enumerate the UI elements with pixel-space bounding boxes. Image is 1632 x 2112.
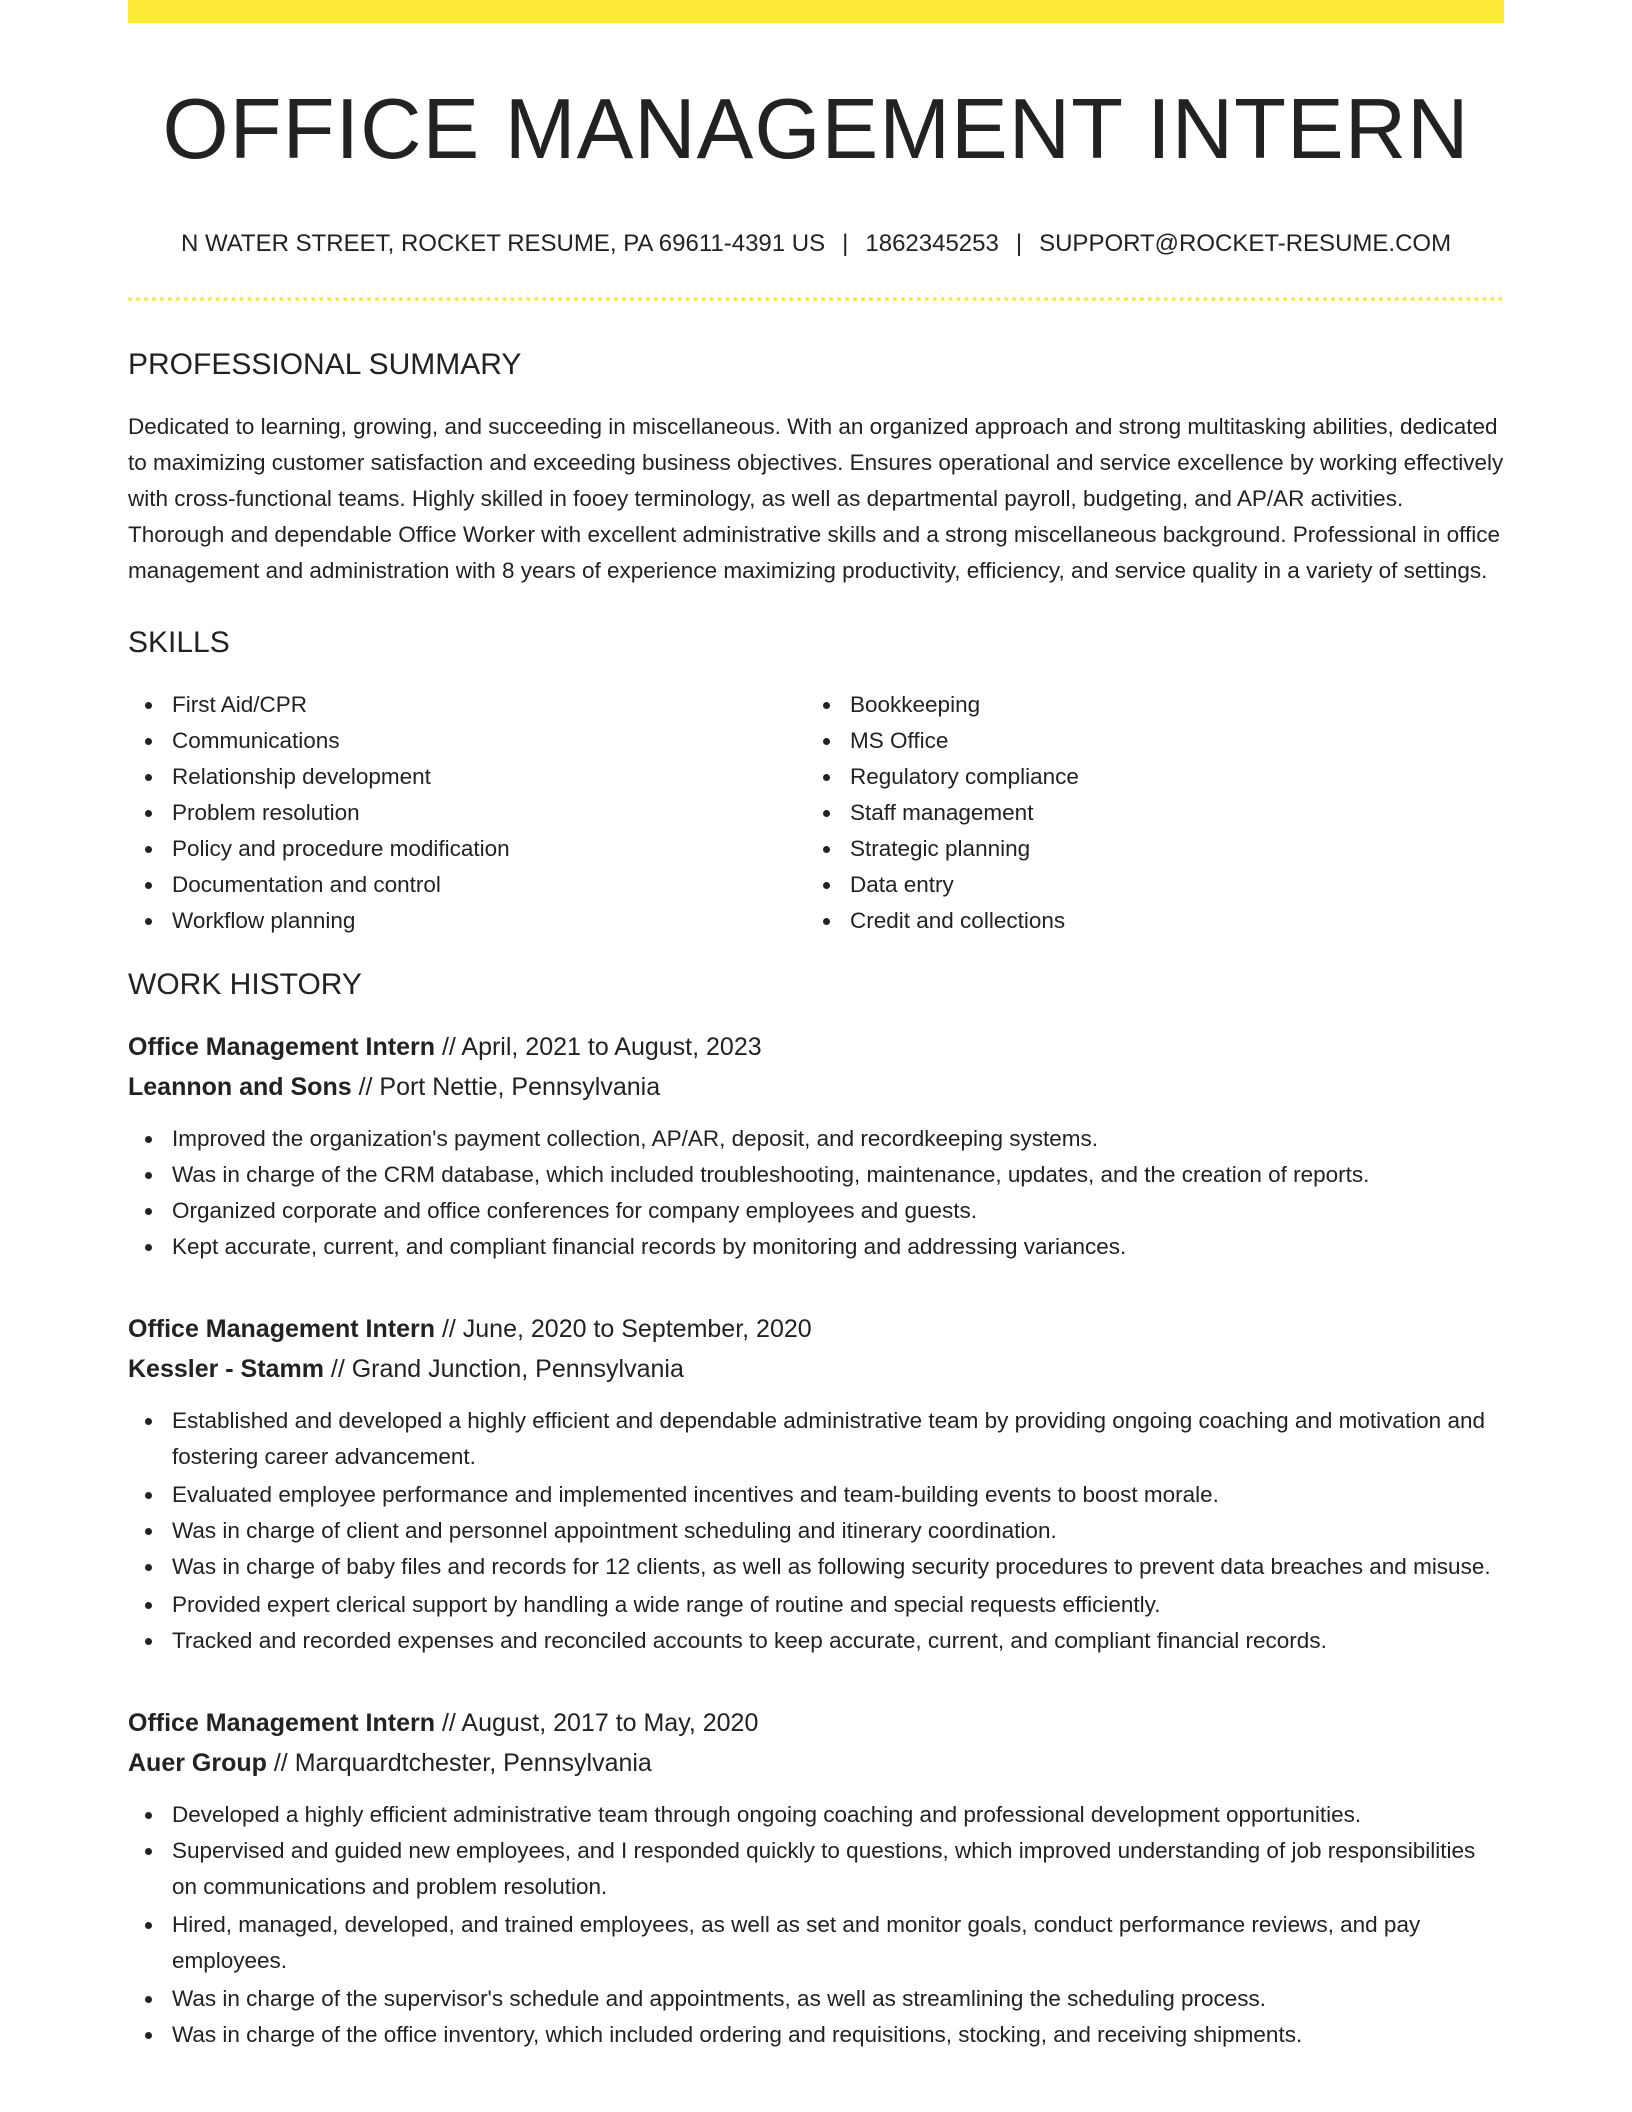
job-title: Office Management Intern bbox=[128, 1315, 435, 1344]
section-title-skills: SKILLS bbox=[128, 626, 230, 660]
job-bullets bbox=[128, 1403, 1504, 1659]
job-bullets bbox=[128, 1797, 1504, 2053]
skill-item: Staff management bbox=[806, 795, 1484, 831]
candidate-name: OFFICE MANAGEMENT INTERN bbox=[162, 82, 1470, 177]
job-company: Kessler - Stamm bbox=[128, 1355, 324, 1384]
job-company-line bbox=[128, 1349, 1504, 1389]
dotted-divider bbox=[128, 297, 1504, 301]
skill-item: Relationship development bbox=[128, 759, 806, 795]
job-bullet: Was in charge of the office inventory, which included ordering and requisitions, stocking, and receiving shipments. bbox=[128, 2017, 1504, 2053]
skill-item: Bookkeeping bbox=[806, 687, 1484, 723]
skill-item: Strategic planning bbox=[806, 831, 1484, 867]
accent-top-bar bbox=[128, 0, 1504, 23]
job-company: Leannon and Sons bbox=[128, 1073, 352, 1102]
job-title-line bbox=[128, 1027, 1504, 1067]
skill-item: First Aid/CPR bbox=[128, 687, 806, 723]
contact-separator: | bbox=[842, 230, 849, 258]
job-company: Auer Group bbox=[128, 1749, 267, 1778]
job-location: // Grand Junction, Pennsylvania bbox=[323, 1355, 684, 1384]
job-company-line bbox=[128, 1067, 1504, 1107]
job-bullet: Improved the organization's payment collection, AP/AR, deposit, and recordkeeping systems. bbox=[128, 1121, 1504, 1157]
skill-item: Regulatory compliance bbox=[806, 759, 1484, 795]
job-bullet: Supervised and guided new employees, and I responded quickly to questions, which improved understanding of job responsibilities on communications and problem resolution. bbox=[128, 1833, 1504, 1905]
job-location: // Port Nettie, Pennsylvania bbox=[351, 1073, 661, 1102]
job-dates: // August, 2017 to May, 2020 bbox=[435, 1709, 759, 1738]
skill-item: Credit and collections bbox=[806, 903, 1484, 939]
skill-item: Workflow planning bbox=[128, 903, 806, 939]
job-bullet: Organized corporate and office conferences for company employees and guests. bbox=[128, 1193, 1504, 1229]
job-bullet: Evaluated employee performance and implemented incentives and team-building events to boost morale. bbox=[128, 1477, 1504, 1513]
job-title-line bbox=[128, 1309, 1504, 1349]
job-bullet: Was in charge of baby files and records for 12 clients, as well as following security procedures to prevent data breaches and misuse. bbox=[128, 1549, 1504, 1585]
contact-address: N WATER STREET, ROCKET RESUME, PA 69611-4391 US bbox=[180, 230, 826, 258]
job-entry bbox=[128, 1309, 1504, 1659]
skills-columns bbox=[128, 687, 1504, 939]
job-company-line bbox=[128, 1743, 1504, 1783]
contact-email: SUPPORT@ROCKET-RESUME.COM bbox=[1039, 230, 1452, 258]
job-bullet: Hired, managed, developed, and trained employees, as well as set and monitor goals, conduct performance reviews, and pay employees. bbox=[128, 1907, 1504, 1979]
job-bullet: Was in charge of client and personnel appointment scheduling and itinerary coordination. bbox=[128, 1513, 1504, 1549]
job-bullet: Established and developed a highly efficient and dependable administrative team by providing ongoing coaching and motivation and fostering career advancement. bbox=[128, 1403, 1504, 1475]
job-bullet: Was in charge of the supervisor's schedule and appointments, as well as streamlining the scheduling process. bbox=[128, 1981, 1504, 2017]
contact-phone: 1862345253 bbox=[865, 230, 999, 258]
skill-item: Communications bbox=[128, 723, 806, 759]
skills-list-left bbox=[128, 687, 806, 939]
job-bullet: Was in charge of the CRM database, which included troubleshooting, maintenance, updates, and the creation of reports. bbox=[128, 1157, 1504, 1193]
job-bullets bbox=[128, 1121, 1504, 1265]
summary-text: Dedicated to learning, growing, and succeeding in miscellaneous. With an organized approach and strong multitasking abilities, dedicated to maximizing customer satisfaction and exceeding business objectives. Ensures operational and service excellence by working effectively with cross-functional teams. Highly skilled in fooey terminology, as well as departmental payroll, budgeting, and AP/AR activities. Thorough and dependable Office Worker with excellent administrative skills and a strong miscellaneous background. Professional in office management and administration with 8 years of experience maximizing productivity, efficiency, and service quality in a variety of settings. bbox=[128, 414, 1504, 584]
skill-item: Policy and procedure modification bbox=[128, 831, 806, 867]
job-title: Office Management Intern bbox=[128, 1033, 435, 1062]
job-bullet: Tracked and recorded expenses and reconciled accounts to keep accurate, current, and compliant financial records. bbox=[128, 1623, 1504, 1659]
contact-line bbox=[128, 230, 1504, 259]
skills-list-right bbox=[806, 687, 1484, 939]
job-location: // Marquardtchester, Pennsylvania bbox=[266, 1749, 652, 1778]
job-title-line bbox=[128, 1703, 1504, 1743]
job-entry bbox=[128, 1027, 1504, 1265]
contact-separator: | bbox=[1015, 230, 1023, 258]
section-title-work-history: WORK HISTORY bbox=[128, 968, 362, 1002]
job-bullet: Kept accurate, current, and compliant financial records by monitoring and addressing variances. bbox=[128, 1229, 1504, 1265]
resume-page bbox=[128, 0, 1504, 2053]
job-bullet: Provided expert clerical support by handling a wide range of routine and special requests efficiently. bbox=[128, 1587, 1504, 1623]
skill-item: Documentation and control bbox=[128, 867, 806, 903]
job-dates: // April, 2021 to August, 2023 bbox=[435, 1033, 762, 1062]
skill-item: Data entry bbox=[806, 867, 1484, 903]
section-title-summary: PROFESSIONAL SUMMARY bbox=[128, 348, 522, 382]
job-dates: // June, 2020 to September, 2020 bbox=[435, 1315, 812, 1344]
job-bullet: Developed a highly efficient administrative team through ongoing coaching and professional development opportunities. bbox=[128, 1797, 1504, 1833]
skill-item: MS Office bbox=[806, 723, 1484, 759]
job-entry bbox=[128, 1703, 1504, 2053]
skill-item: Problem resolution bbox=[128, 795, 806, 831]
job-title: Office Management Intern bbox=[128, 1709, 435, 1738]
